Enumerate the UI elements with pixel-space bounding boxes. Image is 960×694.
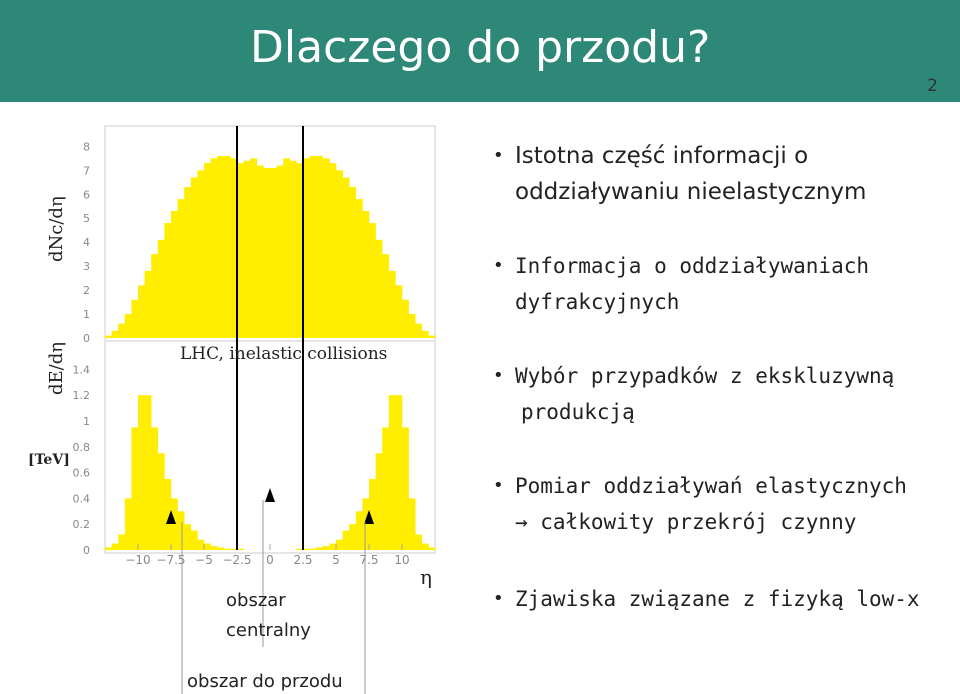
- bottom-histogram-bar: [422, 544, 429, 550]
- top-histogram-bar: [145, 271, 152, 338]
- x-tick-label: −7.5: [156, 553, 186, 567]
- slide-title: Dlaczego do przodu?: [250, 22, 711, 73]
- top-y-axis-label: dNc/dη: [46, 196, 67, 262]
- region-arrow: [265, 488, 275, 502]
- bottom-y-tick-label: 0.2: [72, 518, 90, 532]
- bottom-y-tick-label: 0: [83, 544, 90, 557]
- bottom-histogram-bar: [151, 427, 158, 550]
- bottom-y-tick-label: 1.2: [72, 389, 90, 403]
- bottom-histogram-bar: [415, 535, 422, 550]
- bottom-y-axis-label: dE/dη: [46, 341, 67, 395]
- top-histogram-bar: [125, 314, 132, 338]
- top-histogram-bar: [277, 166, 284, 338]
- top-histogram-bar: [184, 187, 191, 338]
- bullet-dot: •: [493, 588, 504, 609]
- bottom-histogram-bar: [395, 395, 402, 550]
- bullet-text-line1: Zjawiska związane z fizyką low-x: [515, 587, 920, 611]
- histogram-figure: [0, 102, 480, 694]
- bullet-text-line1: Pomiar oddziaływań elastycznych: [515, 474, 907, 498]
- x-axis-label: η: [420, 565, 432, 589]
- bottom-histogram-bar: [237, 549, 244, 550]
- top-histogram-bar: [329, 163, 336, 338]
- bottom-histogram-bar: [382, 427, 389, 550]
- bottom-histogram-bar: [118, 535, 125, 550]
- bottom-histogram-bar: [343, 531, 350, 550]
- top-histogram-bar: [224, 156, 231, 338]
- x-tick-label: 5: [332, 553, 340, 567]
- bottom-histogram-bar: [112, 544, 119, 550]
- top-y-tick-label: 7: [83, 164, 90, 178]
- top-histogram-bar: [343, 178, 350, 338]
- bottom-histogram-bar: [171, 498, 178, 550]
- bottom-histogram-bar: [224, 549, 231, 550]
- bullet-dot: •: [493, 255, 504, 276]
- x-tick-label: 7.5: [359, 553, 379, 567]
- top-histogram-bar: [105, 336, 112, 338]
- bottom-histogram-bar: [329, 544, 336, 550]
- top-histogram-bar: [323, 158, 330, 338]
- top-histogram-bar: [303, 158, 310, 338]
- top-y-tick-label: 2: [83, 284, 90, 298]
- bottom-histogram-bar: [362, 498, 369, 550]
- slide-number: 2: [927, 76, 938, 96]
- top-y-tick-label: 1: [83, 308, 90, 322]
- top-histogram-bar: [211, 158, 218, 338]
- top-histogram-bar: [178, 199, 185, 338]
- bullet-dot: •: [493, 475, 504, 496]
- x-tick-label: 2.5: [293, 553, 313, 567]
- bullet-dot: •: [493, 145, 504, 166]
- top-histogram-bar: [290, 161, 297, 338]
- bottom-histogram-bar: [204, 544, 211, 550]
- bottom-histogram-bar: [376, 453, 383, 550]
- top-histogram-bar: [369, 223, 376, 338]
- region-arrows: [166, 488, 374, 524]
- bottom-histogram-bar: [402, 427, 409, 550]
- x-tick-label: 0: [266, 553, 274, 567]
- bottom-histogram-bar: [323, 546, 330, 550]
- top-histogram-bar: [356, 199, 363, 338]
- bottom-histogram-bar: [217, 547, 224, 550]
- top-histogram-bar: [422, 331, 429, 338]
- bottom-y-tick-label: 0.4: [72, 492, 90, 506]
- top-histogram-bar: [237, 163, 244, 338]
- bullet-text-line2: oddziaływaniu nieelastycznym: [515, 179, 867, 205]
- x-tick-label: −5: [195, 553, 213, 567]
- top-histogram-bar: [257, 166, 264, 338]
- forward-region-label: obszar do przodu: [187, 671, 343, 692]
- bottom-histogram-bar: [303, 549, 310, 550]
- top-histogram-bar: [316, 156, 323, 338]
- top-y-tick-label: 4: [83, 236, 90, 250]
- bottom-histogram-bar: [336, 540, 343, 550]
- central-region-label-line2: centralny: [226, 620, 311, 641]
- top-histogram-bar: [376, 240, 383, 338]
- bottom-histogram-bar: [316, 547, 323, 550]
- x-tick-label: −10: [125, 553, 151, 567]
- bottom-histogram-bar: [197, 540, 204, 550]
- top-histogram-bar: [349, 187, 356, 338]
- bottom-histogram-bars: [105, 395, 435, 550]
- top-histogram-bar: [164, 223, 171, 338]
- bottom-y-tick-label: 0.6: [72, 466, 90, 480]
- top-histogram-bar: [131, 300, 138, 338]
- top-histogram-bar: [197, 170, 204, 338]
- bottom-histogram-bar: [184, 524, 191, 550]
- top-y-ticks: [83, 140, 90, 345]
- top-histogram-bar: [310, 156, 317, 338]
- top-histogram-bar: [395, 285, 402, 338]
- bottom-histogram-bar: [349, 524, 356, 550]
- top-histogram-bar: [244, 161, 251, 338]
- top-histogram-bar: [382, 254, 389, 338]
- x-tick-label: 10: [394, 553, 410, 567]
- top-histogram-bar: [389, 271, 396, 338]
- top-y-tick-label: 5: [83, 212, 90, 226]
- bullet-text-line1: Wybór przypadków z ekskluzywną: [515, 364, 895, 388]
- top-histogram-bar: [138, 285, 145, 338]
- top-histogram-bar: [270, 168, 277, 338]
- bottom-y-ticks: [73, 363, 91, 557]
- bottom-histogram-bar: [409, 498, 416, 550]
- top-histogram-bar: [250, 158, 257, 338]
- bullet-text-line1: Informacja o oddziaływaniach: [515, 254, 870, 278]
- bottom-histogram-bar: [389, 395, 396, 550]
- bottom-histogram-bar: [310, 549, 317, 550]
- bottom-histogram-bar: [145, 395, 152, 550]
- top-histogram-bar: [409, 314, 416, 338]
- top-histogram-bar: [283, 158, 290, 338]
- bottom-histogram-bar: [428, 547, 435, 550]
- bottom-histogram-bar: [178, 511, 185, 550]
- top-histogram-bar: [118, 324, 125, 338]
- bottom-histogram-bar: [138, 395, 145, 550]
- bullet-text-line2: dyfrakcyjnych: [515, 290, 680, 314]
- top-histogram-bar: [191, 178, 198, 338]
- bottom-y-tick-label: 1: [83, 414, 90, 428]
- top-histogram-bar: [362, 211, 369, 338]
- top-histogram-bar: [336, 170, 343, 338]
- bottom-histogram-bar: [356, 511, 363, 550]
- bullet-text-line2: produkcją: [521, 400, 635, 424]
- x-tick-label: −2.5: [222, 553, 252, 567]
- top-histogram-bar: [415, 324, 422, 338]
- bottom-y-tick-label: 0.8: [72, 440, 90, 454]
- collision-annotation: LHC, inelastic collisions: [180, 344, 388, 364]
- central-region-label-line1: obszar: [226, 590, 286, 611]
- top-y-tick-label: 0: [83, 332, 90, 345]
- bullet-text-line1: Istotna część informacji o: [515, 143, 809, 169]
- bottom-histogram-bar: [211, 546, 218, 550]
- top-histogram-bar: [151, 254, 158, 338]
- bottom-histogram-bar: [191, 531, 198, 550]
- bullet-text-line2: → całkowity przekrój czynny: [515, 510, 857, 534]
- bottom-y-tick-label: 1.4: [72, 363, 90, 377]
- top-histogram-bar: [428, 336, 435, 338]
- bottom-histogram-bar: [131, 427, 138, 550]
- top-histogram-bar: [171, 211, 178, 338]
- top-histogram-bar: [402, 300, 409, 338]
- top-y-tick-label: 8: [83, 140, 90, 154]
- bottom-y-axis-unit: [TeV]: [28, 452, 70, 468]
- top-histogram-bar: [217, 156, 224, 338]
- top-histogram-bar: [204, 163, 211, 338]
- top-histogram-bar: [158, 240, 165, 338]
- bottom-histogram-bar: [105, 547, 112, 550]
- top-y-tick-label: 3: [83, 260, 90, 274]
- top-y-tick-label: 6: [83, 188, 90, 202]
- bullet-dot: •: [493, 365, 504, 386]
- bottom-histogram-bar: [125, 498, 132, 550]
- top-histogram-bar: [263, 168, 270, 338]
- bottom-histogram-bar: [158, 453, 165, 550]
- top-histogram-bars: [105, 156, 435, 338]
- top-histogram-bar: [112, 331, 119, 338]
